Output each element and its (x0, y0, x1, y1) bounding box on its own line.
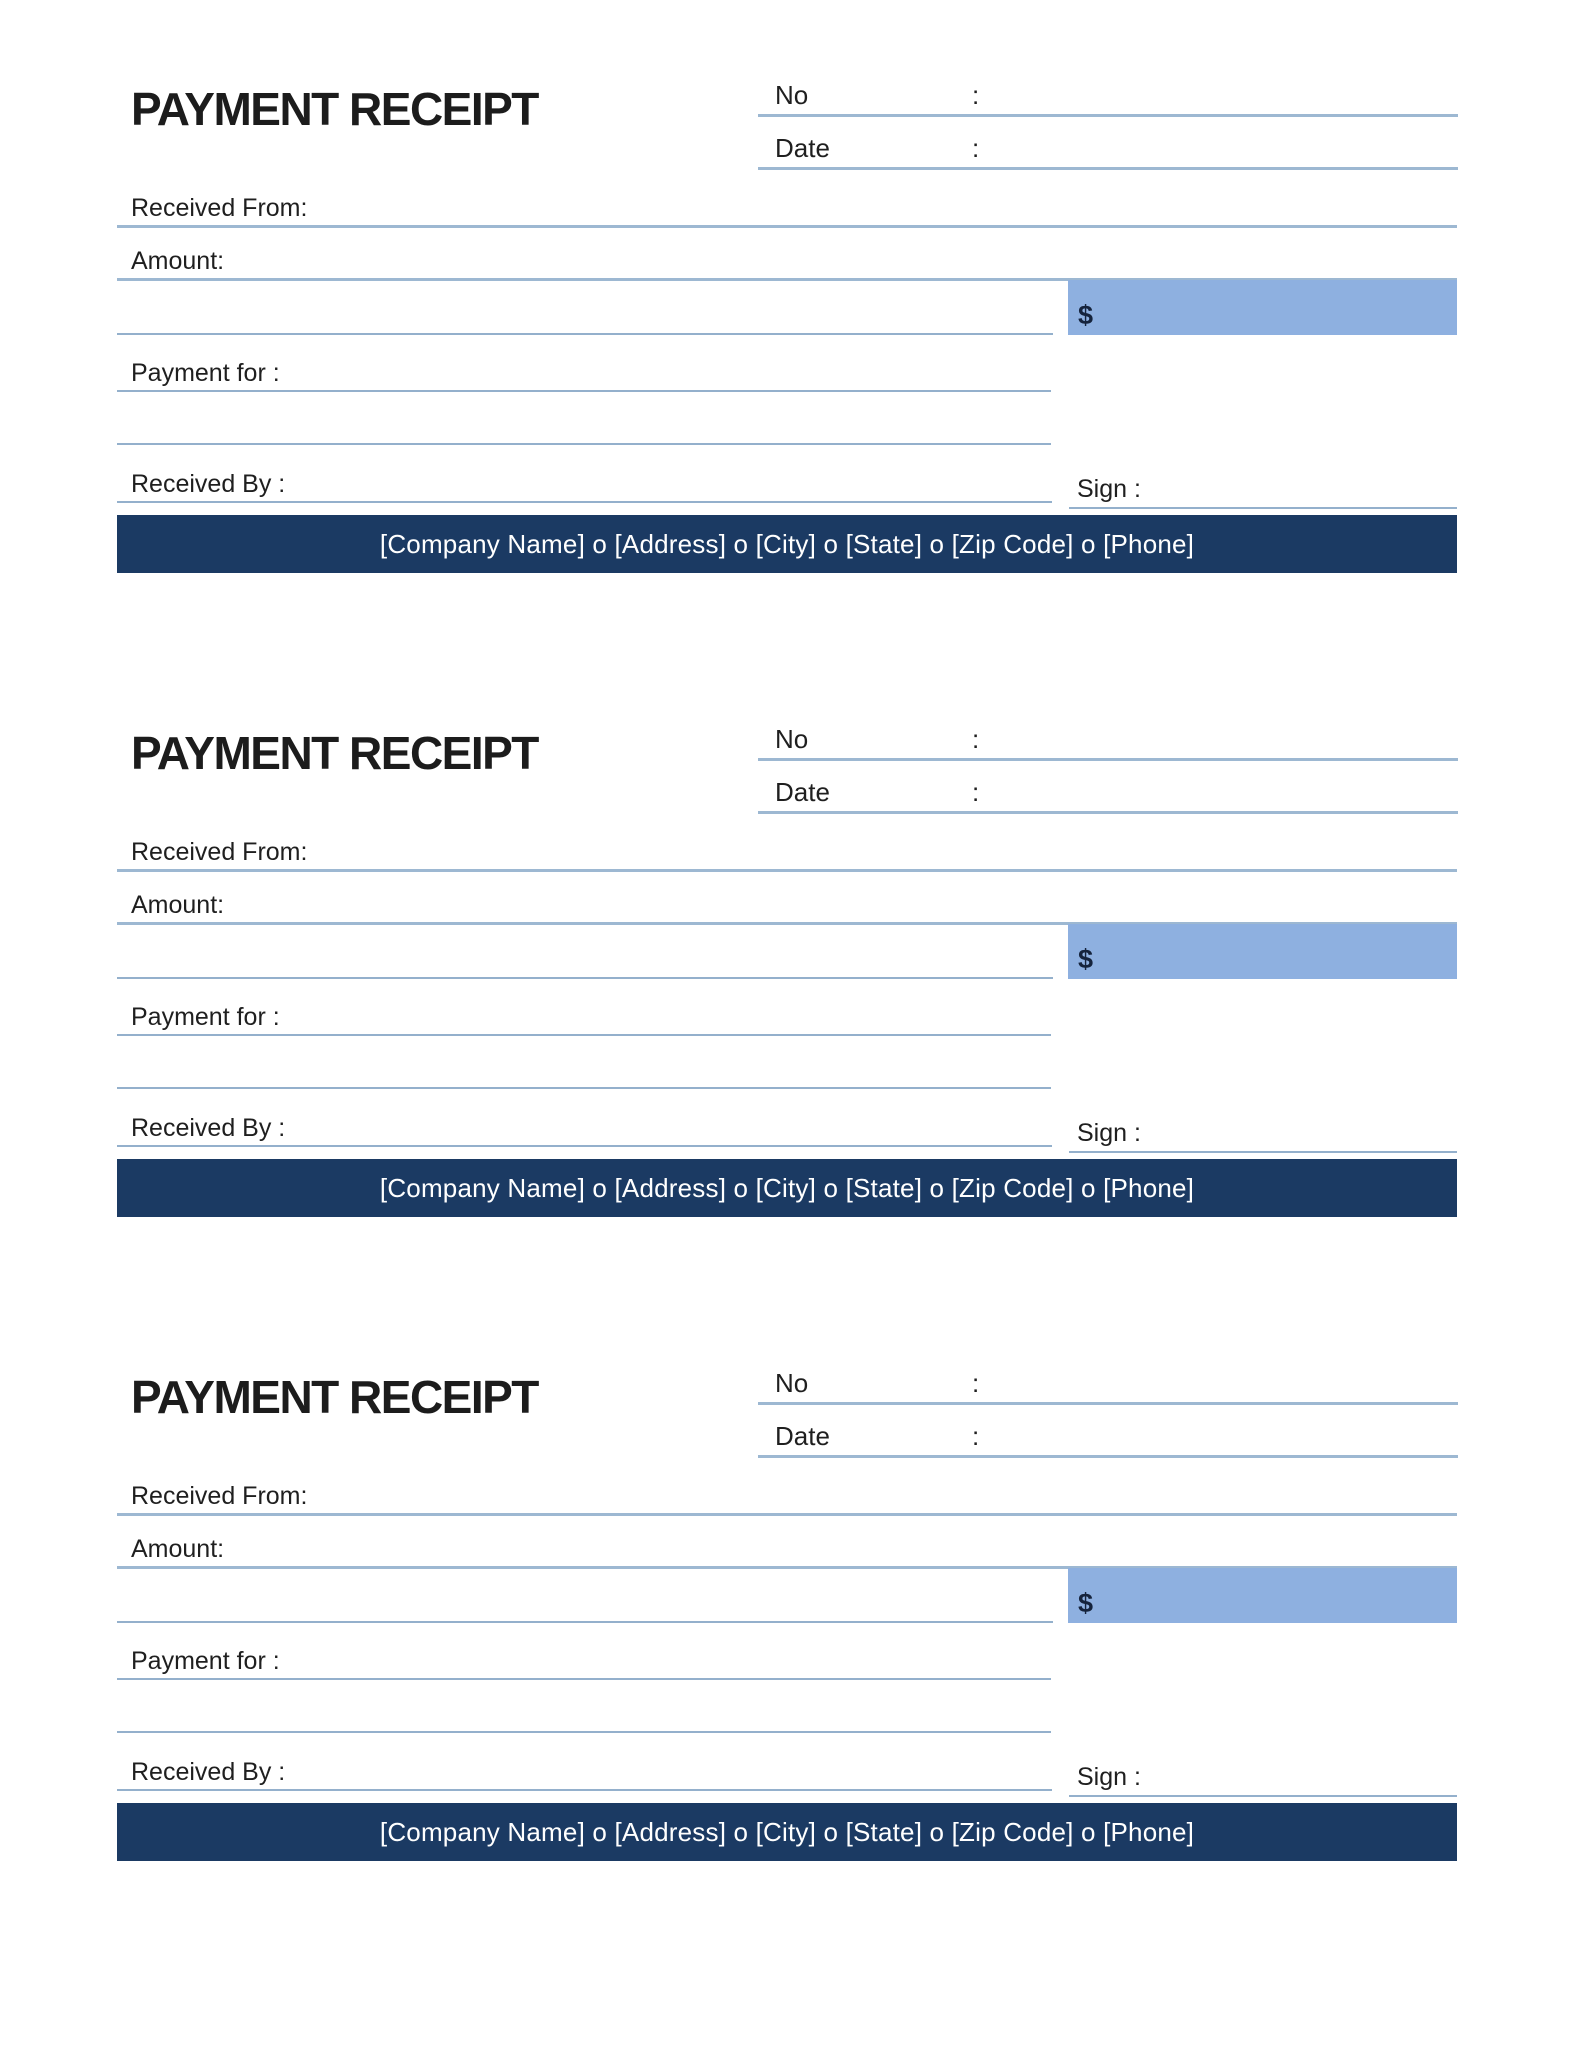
no-field-row (758, 724, 1458, 761)
company-info-bar (117, 1803, 1457, 1861)
payment-for-second-line (117, 1034, 1051, 1089)
dollar-sign: $ (1078, 944, 1094, 974)
no-label: No (775, 80, 809, 110)
sign-field-row (1069, 472, 1457, 509)
received-from-field-value[interactable] (357, 843, 1451, 867)
receipt-section (0, 0, 1583, 644)
received-from-label: Received From: (131, 838, 308, 866)
date-label: Date (775, 777, 830, 807)
company-info-bar (117, 515, 1457, 573)
amount-currency-box[interactable] (1068, 1568, 1457, 1623)
payment-for-second-line (117, 1678, 1051, 1733)
amount-write-in-value[interactable] (125, 305, 1045, 331)
payment-for-field-value[interactable] (357, 1008, 1045, 1032)
sign-label: Sign : (1077, 1763, 1141, 1791)
payment-for-label: Payment for : (131, 1647, 280, 1675)
date-field-value[interactable] (1008, 782, 1454, 808)
received-from-field-row (117, 190, 1457, 228)
date-label: Date (775, 1421, 830, 1451)
receipt-title: PAYMENT RECEIPT (131, 1371, 538, 1423)
received-by-field-value[interactable] (357, 475, 1046, 499)
no-field-value[interactable] (1008, 1373, 1454, 1399)
sign-field-value[interactable] (1169, 1124, 1451, 1148)
amount-label: Amount: (131, 247, 225, 275)
received-from-field-value[interactable] (357, 1487, 1451, 1511)
date-colon-separator: : (972, 133, 980, 163)
received-by-field-row (117, 468, 1052, 503)
no-colon-separator: : (972, 724, 980, 754)
sign-label: Sign : (1077, 1119, 1141, 1147)
amount-currency-box[interactable] (1068, 924, 1457, 979)
date-colon-separator: : (972, 1421, 980, 1451)
date-label: Date (775, 133, 830, 163)
amount-currency-box[interactable] (1068, 280, 1457, 335)
receipt-section (0, 1288, 1583, 1932)
date-field-value[interactable] (1008, 1426, 1454, 1452)
received-from-label: Received From: (131, 1482, 308, 1510)
no-field-row (758, 1368, 1458, 1405)
date-field-row (758, 1423, 1458, 1458)
sign-field-row (1069, 1116, 1457, 1153)
payment-for-field-row (117, 1644, 1051, 1680)
receipt-title: PAYMENT RECEIPT (131, 83, 538, 135)
no-colon-separator: : (972, 1368, 980, 1398)
receipt-section (0, 644, 1583, 1288)
receipt-title: PAYMENT RECEIPT (131, 727, 538, 779)
no-label: No (775, 724, 809, 754)
amount-label: Amount: (131, 1535, 225, 1563)
received-from-field-row (117, 834, 1457, 872)
amount-write-in-value[interactable] (125, 949, 1045, 975)
sign-field-row (1069, 1760, 1457, 1797)
company-info-text: [Company Name] o [Address] o [City] o [State] o [Zip Code] o [Phone] (379, 1172, 1195, 1203)
date-colon-separator: : (972, 777, 980, 807)
no-field-value[interactable] (1008, 85, 1454, 111)
no-label: No (775, 1368, 809, 1398)
company-info-text: [Company Name] o [Address] o [City] o [State] o [Zip Code] o [Phone] (379, 1816, 1195, 1847)
no-field-row (758, 80, 1458, 117)
payment-for-label: Payment for : (131, 359, 280, 387)
amount-field-row (117, 245, 1457, 281)
payment-for-second-line-value[interactable] (125, 1703, 1043, 1729)
dollar-sign: $ (1078, 300, 1094, 330)
date-field-row (758, 135, 1458, 170)
payment-for-field-value[interactable] (357, 364, 1045, 388)
company-info-text: [Company Name] o [Address] o [City] o [State] o [Zip Code] o [Phone] (379, 528, 1195, 559)
received-by-field-row (117, 1112, 1052, 1147)
payment-for-second-line (117, 390, 1051, 445)
amount-write-in-value[interactable] (125, 1593, 1045, 1619)
amount-write-in-line (117, 922, 1053, 979)
amount-field-value[interactable] (357, 1540, 1451, 1564)
sign-field-value[interactable] (1169, 1768, 1451, 1792)
amount-write-in-line (117, 278, 1053, 335)
amount-field-value[interactable] (357, 252, 1451, 276)
payment-for-second-line-value[interactable] (125, 415, 1043, 441)
sign-field-value[interactable] (1169, 480, 1451, 504)
received-by-field-value[interactable] (357, 1119, 1046, 1143)
received-from-field-value[interactable] (357, 199, 1451, 223)
amount-label: Amount: (131, 891, 225, 919)
amount-field-row (117, 889, 1457, 925)
received-by-label: Received By : (131, 1758, 286, 1786)
received-from-label: Received From: (131, 194, 308, 222)
received-by-label: Received By : (131, 470, 286, 498)
amount-field-value[interactable] (357, 896, 1451, 920)
payment-for-label: Payment for : (131, 1003, 280, 1031)
dollar-sign: $ (1078, 1588, 1094, 1618)
amount-field-row (117, 1533, 1457, 1569)
no-colon-separator: : (972, 80, 980, 110)
date-field-row (758, 779, 1458, 814)
payment-for-field-value[interactable] (357, 1652, 1045, 1676)
amount-write-in-line (117, 1566, 1053, 1623)
received-by-field-row (117, 1756, 1052, 1791)
company-info-bar (117, 1159, 1457, 1217)
sign-label: Sign : (1077, 475, 1141, 503)
payment-for-field-row (117, 356, 1051, 392)
no-field-value[interactable] (1008, 729, 1454, 755)
payment-for-field-row (117, 1000, 1051, 1036)
payment-for-second-line-value[interactable] (125, 1059, 1043, 1085)
received-by-label: Received By : (131, 1114, 286, 1142)
received-from-field-row (117, 1478, 1457, 1516)
received-by-field-value[interactable] (357, 1763, 1046, 1787)
date-field-value[interactable] (1008, 138, 1454, 164)
